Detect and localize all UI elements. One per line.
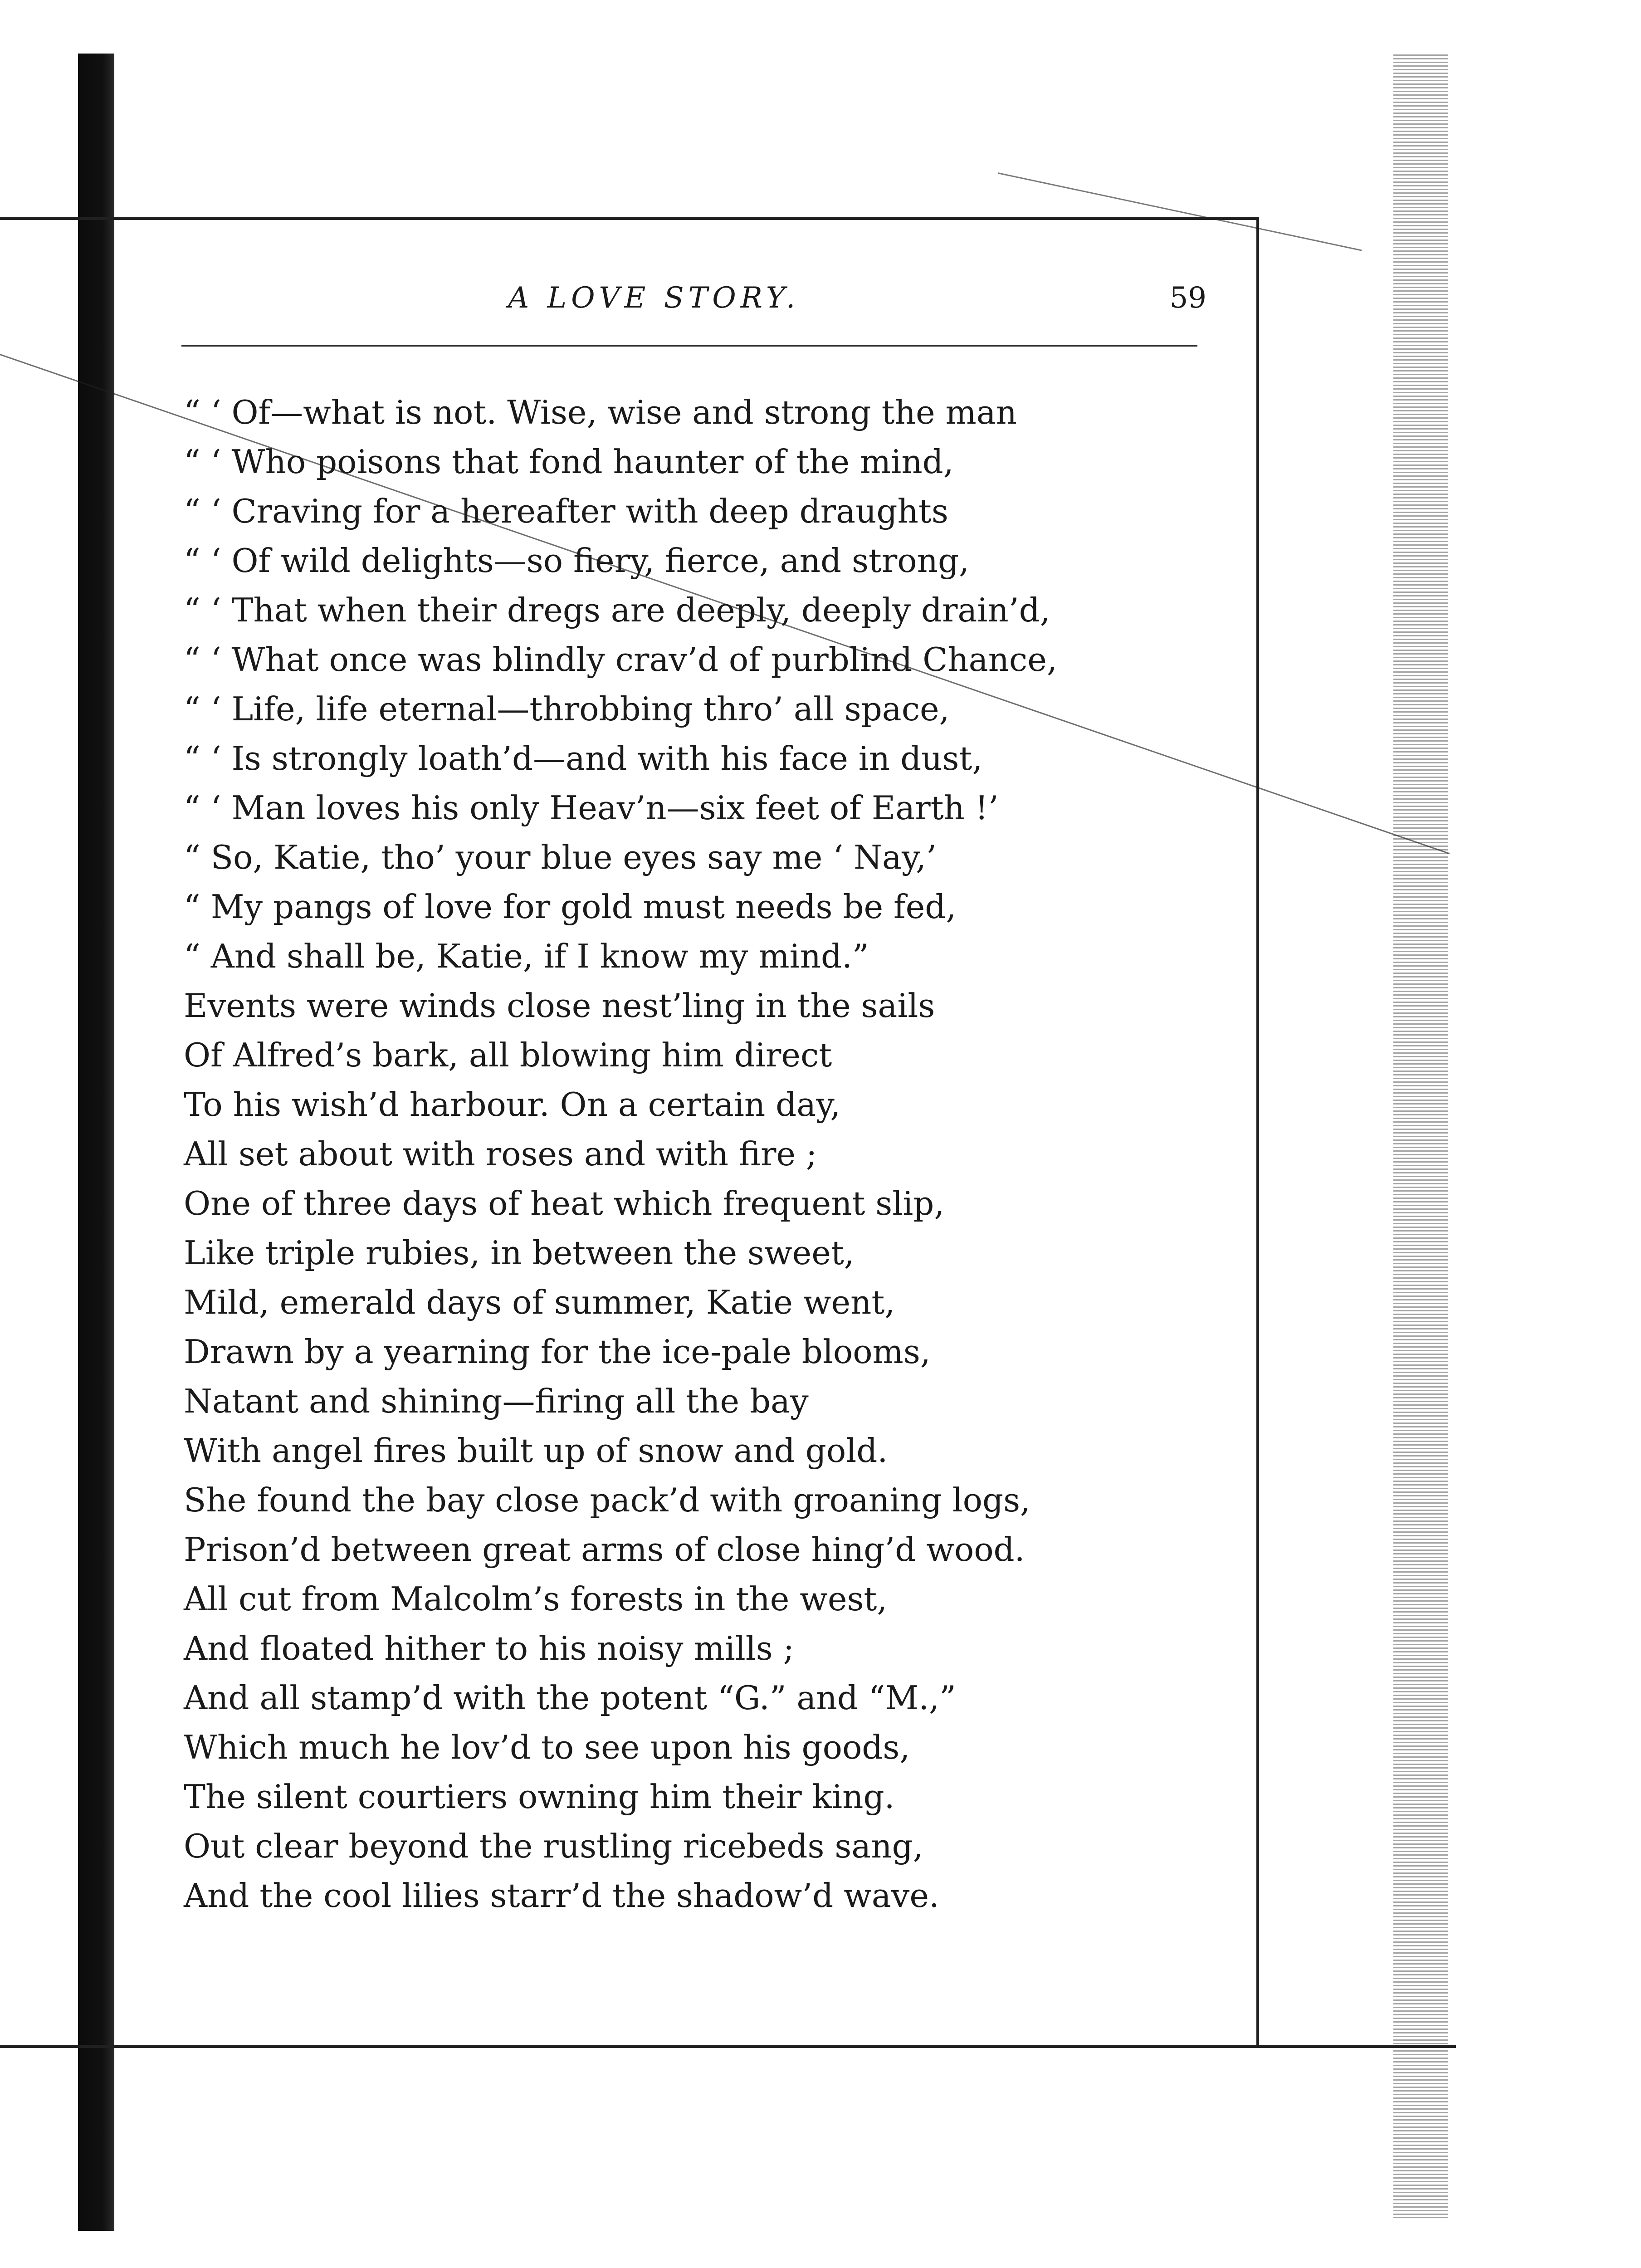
poem-line: Events were winds close nest’ling in the sails — [184, 987, 935, 1025]
poem-line: All cut from Malcolm’s forests in the west, — [184, 1580, 888, 1618]
poem-line: To his wish’d harbour. On a certain day, — [184, 1085, 841, 1124]
poem-line: Of Alfred’s bark, all blowing him direct — [184, 1036, 832, 1074]
poem-line: “ ‘ What once was blindly crav’d of purblind Chance, — [184, 640, 1057, 679]
page-number: 59 — [1169, 281, 1206, 315]
poem-line: Drawn by a yearning for the ice-pale blooms, — [184, 1333, 931, 1371]
header-rule — [181, 345, 1197, 347]
poem-line: “ ‘ Who poisons that fond haunter of the mind, — [184, 443, 954, 481]
poem-line: “ ‘ Is strongly loath’d—and with his face in dust, — [184, 739, 983, 777]
poem-line: “ ‘ Life, life eternal—throbbing thro’ all space, — [184, 690, 950, 728]
poem-line: Prison’d between great arms of close hing’d wood. — [184, 1530, 1025, 1569]
binding-shadow — [78, 54, 114, 2231]
poem-line: The silent courtiers owning him their king. — [184, 1778, 895, 1816]
right-edge-noise — [1393, 54, 1448, 2218]
poem-line: “ ‘ Man loves his only Heav’n—six feet of Earth !’ — [184, 789, 999, 827]
poem-line: “ So, Katie, tho’ your blue eyes say me ‘ Nay,’ — [184, 838, 937, 876]
page-frame-top-line — [0, 217, 1256, 220]
diagonal-strike-line-secondary — [998, 172, 1362, 251]
poem-line: She found the bay close pack’d with groaning logs, — [184, 1481, 1031, 1519]
poem-line: Mild, emerald days of summer, Katie went, — [184, 1283, 895, 1321]
running-title: A LOVE STORY. — [508, 281, 800, 315]
poem-text — [184, 388, 1236, 1921]
poem-line: “ ‘ Of—what is not. Wise, wise and strong the man — [184, 393, 1017, 431]
page-frame-right-line — [1256, 217, 1259, 2045]
poem-line: One of three days of heat which frequent slip, — [184, 1184, 945, 1222]
page-header — [508, 272, 1206, 336]
poem-line: Like triple rubies, in between the sweet, — [184, 1234, 855, 1272]
poem-line: Out clear beyond the rustling ricebeds sang, — [184, 1827, 923, 1865]
poem-line: And floated hither to his noisy mills ; — [184, 1629, 794, 1667]
poem-line: “ My pangs of love for gold must needs be fed, — [184, 888, 957, 926]
poem-line: And the cool lilies starr’d the shadow’d wave. — [184, 1877, 939, 1915]
poem-line: “ And shall be, Katie, if I know my mind.” — [184, 937, 869, 975]
page-frame-bottom-line — [0, 2045, 1456, 2048]
poem-line: Natant and shining—firing all the bay — [184, 1382, 809, 1420]
poem-line: Which much he lov’d to see upon his goods, — [184, 1728, 910, 1766]
poem-line: “ ‘ Of wild delights—so fiery, fierce, and strong, — [184, 542, 969, 580]
poem-line: “ ‘ Craving for a hereafter with deep draughts — [184, 492, 948, 530]
poem-line: And all stamp’d with the potent “G.” and “M.,” — [184, 1679, 956, 1717]
poem-line: “ ‘ That when their dregs are deeply, deeply drain’d, — [184, 591, 1050, 629]
poem-line: With angel fires built up of snow and gold. — [184, 1432, 888, 1470]
poem-line: All set about with roses and with fire ; — [184, 1135, 817, 1173]
